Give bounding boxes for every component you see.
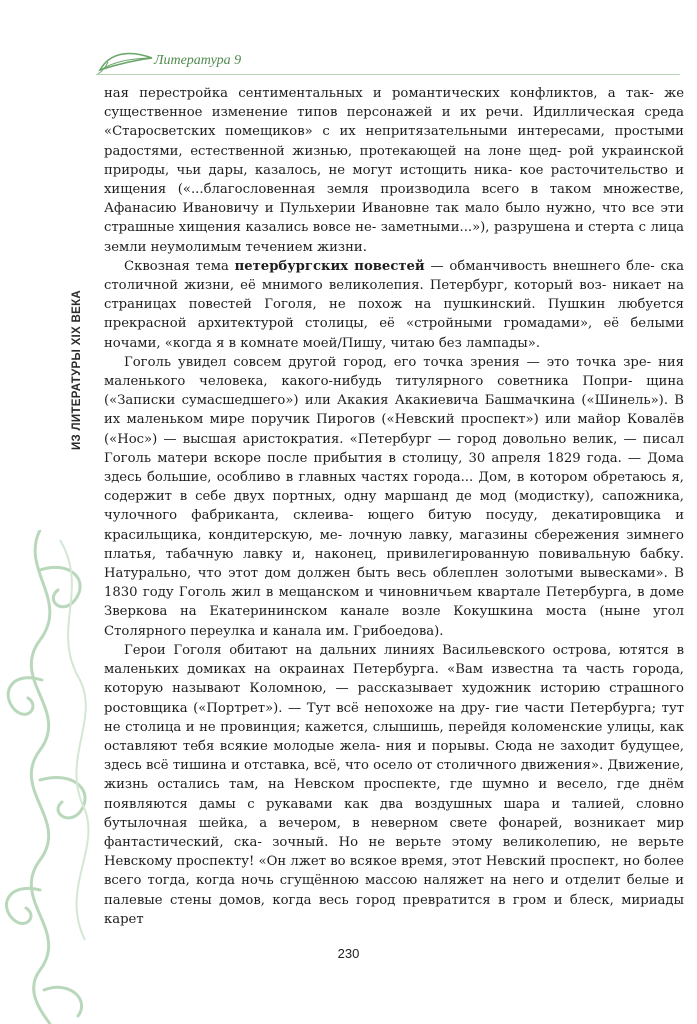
text-line: так мало было нужно, что все эти страшные хищения казались вовсе не-	[104, 201, 684, 236]
text-line: «Он лжет во всякое время, этот Невский проспект, но более всего тогда,	[104, 854, 684, 889]
text-line: маршанд де мод (модистку), сапожника, чулочного фабриканта, склеива-	[104, 489, 684, 524]
key-term: петербургских повестей	[234, 258, 425, 274]
text-line: на Невском проспекте, где шумно и весело, где днём появляются дамы с	[104, 777, 684, 812]
text-line: всё, что осело от столичного движения». Движение, жизнь остались там,	[104, 758, 684, 793]
text-line: перейдя коломенские улицы, как оставляют тебя всякие молодые жела-	[104, 719, 684, 754]
text-line: зочный. Но не верьте этому великолепию, не верьте Невскому проспекту!	[104, 834, 684, 870]
text-line: города... Дом, в котором обретаюсь я, содержит в себе двух портных, одну	[104, 470, 684, 505]
section-side-label: ИЗ ЛИТЕРАТУРЫ XIX ВЕКА	[71, 289, 83, 451]
running-header	[96, 48, 676, 76]
text-line: стены домов, когда весь город превратится в гром и блеск, мириады карет	[104, 892, 684, 927]
text-line: а вечером, в неверном свете фонарей, возникает мир фантастический, ска-	[104, 815, 684, 850]
text-line: жил в мещанском и чиновничьем квартале Петербурга, в доме Зверкова на	[104, 585, 684, 620]
text-line: же существенное изменение типов персонажей и их речи. Идиллическая	[104, 86, 684, 121]
text-line: рукавами как два воздушных шара и талией, словно бутылочная шейка,	[104, 796, 684, 831]
main-text	[104, 84, 684, 929]
text-line: ска столичной жизни, её мнимого великолепия. Петербург, который воз-	[104, 258, 684, 294]
paragraph	[104, 84, 684, 257]
text-line: любуется прекрасной архитектурой столицы, её «стройными громадами»,	[104, 297, 684, 332]
text-line: ная перестройка сентиментальных и романтических конфликтов, а так-	[104, 86, 654, 101]
text-line: среда «Старосветских помещиков» с их непритязательными интересами,	[104, 105, 684, 140]
text-line: часть города, которую называют Коломною, — рассказывает художник	[104, 662, 684, 697]
paragraph	[104, 353, 684, 641]
text-line: 30 апреля 1829 года. — Дома здесь большие, особливо в главных частях	[104, 450, 684, 486]
text-line: Екатерининском канале возле Кокушкина моста (ныне угол Столярного	[104, 604, 684, 639]
text-line: ния и порывы. Сюда не заходит будущее, здесь всё тишина и отставка,	[104, 738, 684, 774]
leaf-ornament-icon	[96, 48, 156, 76]
text-line: или майор Ковалёв («Нос») — высшая аристократия. «Петербург — город	[104, 412, 684, 447]
page-number: 230	[337, 946, 360, 961]
book-title: Литература 9	[154, 53, 242, 68]
text-line: довольно велик, — писал Гоголь матери вскоре после прибытия в столицу,	[104, 431, 684, 466]
text-line: заметными...»), разрушена и стерта с лица земли неумолимым течением	[104, 220, 684, 255]
header-divider	[96, 74, 680, 75]
paragraph	[104, 257, 684, 353]
text-line: ютятся в маленьких домиках на окраинах Петербурга. «Вам известна та	[104, 642, 684, 678]
text-line: лочную лавку, магазины сбережения зимнего платья, табачную лавку и,	[104, 527, 684, 562]
text-line: гие части Петербурга; тут не столица и не провинция; кажется, слышишь,	[104, 700, 684, 735]
text-line: Герои Гоголя обитают на дальних линиях Васильевского острова,	[124, 642, 612, 658]
text-line: когда ночь сгущённою массою наляжет на него и отделит белые и палевые	[104, 873, 684, 908]
text-line: («Шинель»). В их маленьком мире поручик Пирогов («Невский проспект»)	[104, 393, 684, 428]
text-line: всего в таком множестве, Афанасию Ивановичу и Пульхерии Ивановне	[104, 182, 684, 217]
text-line: переулка и канала им. Грибоедова).	[190, 623, 444, 639]
text-line: ющего битую посуду, декатировщика и красильщика, кондитерскую, ме-	[104, 508, 684, 543]
text-line: ния маленького человека, какого-нибудь титулярного советника Попри-	[104, 354, 684, 390]
text-line: жизни.	[317, 239, 367, 255]
text-line: наконец, привилегированную повивальную бабку. Натурально, что этот	[104, 546, 684, 582]
text-line: её белыми ночами, «когда я в комнате моей/Пишу, читаю без лампады».	[104, 316, 684, 351]
paragraph	[104, 641, 684, 929]
text-line: простыми радостями, естественной жизнью, протекающей на лоне щед-	[104, 124, 684, 159]
text-line: рой украинской природы, чьи дары, казалось, не могут истощить ника-	[104, 143, 684, 178]
text-line: никает на страницах повестей Гоголя, не похож на пушкинский. Пушкин	[104, 278, 684, 313]
text-line: Гоголь увидел совсем другой город, его точка зрения — это точка зре-	[124, 354, 652, 370]
text-line: Сквозная тема	[124, 258, 235, 274]
text-line: историю страшного ростовщика («Портрет»). — Тут всё непохоже на дру-	[104, 681, 684, 716]
text-line: щина («Записки сумасшедшего») или Акакия Акакиевича Башмачкина	[104, 374, 684, 409]
text-line: кое расточительство и хищения («...благословенная земля производила	[104, 162, 684, 198]
text-line: — обманчивость внешнего бле-	[424, 258, 655, 274]
text-line: дом должен быть весь облеплен золотыми вывесками». В 1830 году Гоголь	[104, 566, 684, 601]
